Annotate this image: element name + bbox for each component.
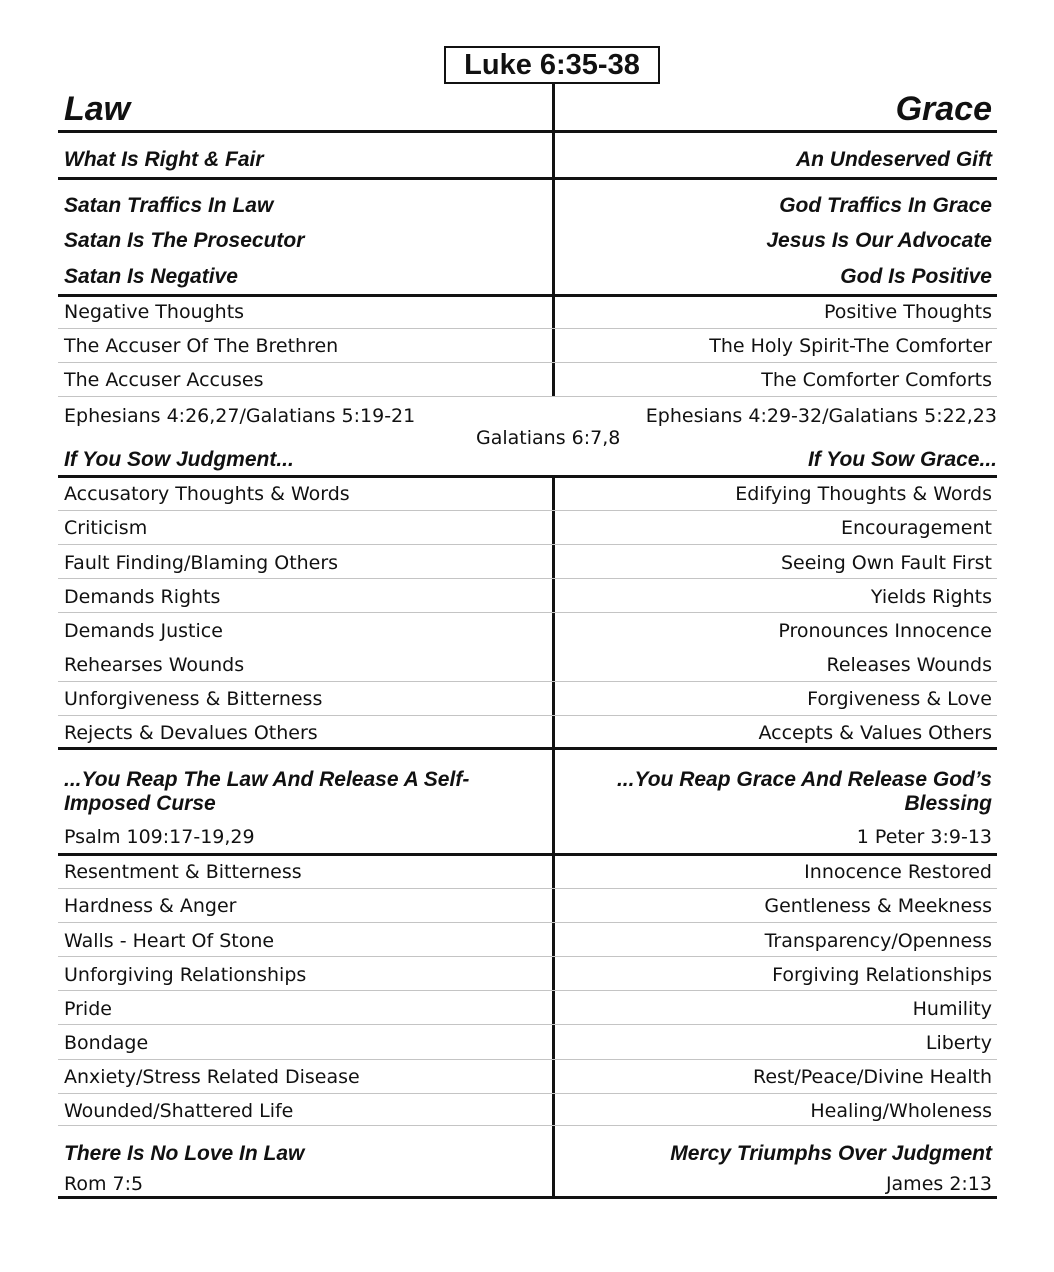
conclusion-ref-left: Rom 7:5 [64,1173,144,1195]
sow-right-2: Seeing Own Fault First [780,552,992,574]
sow-right-4: Pronounces Innocence [778,620,992,642]
conclusion-left: There Is No Love In Law [64,1142,305,1165]
thoughts-right-0: Positive Thoughts [823,301,992,323]
row-divider [58,888,997,889]
sow-left-0: Accusatory Thoughts & Words [64,483,350,505]
divider [58,294,997,297]
divider [58,1196,997,1199]
sow-header-left: If You Sow Judgment... [64,448,294,471]
row-divider [58,922,997,923]
reap-right-6: Rest/Peace/Divine Health [752,1066,992,1088]
divider [58,475,997,478]
traffic-right-1: Jesus Is Our Advocate [766,229,992,252]
reap-ref-left: Psalm 109:17-19,29 [64,826,255,848]
column-divider-middle [552,477,555,854]
traffic-left-0: Satan Traffics In Law [64,194,274,217]
divider [58,747,997,750]
reap-left-7: Wounded/Shattered Life [64,1100,294,1122]
row-divider [58,1059,997,1060]
row-divider [58,510,997,511]
traffic-left-2: Satan Is Negative [64,265,238,288]
row-divider [58,578,997,579]
sow-left-6: Unforgiveness & Bitterness [64,688,323,710]
reference-right: Ephesians 4:29-32/Galatians 5:22,23 [645,405,997,427]
row-divider [58,328,997,329]
row-divider [58,1093,997,1094]
sow-right-3: Yields Rights [870,586,992,608]
reap-right-1: Gentleness & Meekness [764,895,992,917]
thoughts-left-2: The Accuser Accuses [64,369,264,391]
sow-left-2: Fault Finding/Blaming Others [64,552,339,574]
thoughts-left-1: The Accuser Of The Brethren [64,335,339,357]
conclusion-right: Mercy Triumphs Over Judgment [670,1142,992,1165]
reap-right-5: Liberty [925,1032,992,1054]
reap-left-1: Hardness & Anger [64,895,237,917]
traffic-right-2: God Is Positive [840,265,992,288]
reference-left: Ephesians 4:26,27/Galatians 5:19-21 [64,405,416,427]
header-law: Law [64,90,131,128]
reap-header-left: ...You Reap The Law And Release A Self-Imposed Curse [64,768,470,815]
thoughts-right-1: The Holy Spirit-The Comforter [709,335,992,357]
sow-left-1: Criticism [64,517,148,539]
traffic-right-0: God Traffics In Grace [779,194,992,217]
row-divider [58,715,997,716]
divider [58,130,997,133]
reap-left-6: Anxiety/Stress Related Disease [64,1066,360,1088]
row-divider [58,362,997,363]
reap-left-2: Walls - Heart Of Stone [64,930,275,952]
sow-left-3: Demands Rights [64,586,221,608]
header-grace: Grace [895,90,992,128]
column-divider-bottom [552,854,555,1198]
reap-header-right: ...You Reap Grace And Release God’s Blessing [616,768,992,815]
sow-header-right: If You Sow Grace... [807,448,997,471]
reap-left-3: Unforgiving Relationships [64,964,307,986]
reap-ref-right: 1 Peter 3:9-13 [856,826,992,848]
reap-right-0: Innocence Restored [804,861,992,883]
reap-left-5: Bondage [64,1032,149,1054]
row-divider [58,1125,997,1126]
reap-right-3: Forgiving Relationships [772,964,992,986]
sow-right-0: Edifying Thoughts & Words [735,483,992,505]
divider [58,177,997,180]
reap-left-0: Resentment & Bitterness [64,861,302,883]
reap-right-2: Transparency/Openness [764,930,992,952]
sow-right-1: Encouragement [840,517,992,539]
divider [58,853,997,856]
row-divider [58,1024,997,1025]
row-divider [58,544,997,545]
sow-right-6: Forgiveness & Love [807,688,992,710]
definition-right: An Undeserved Gift [795,148,992,171]
reap-right-7: Healing/Wholeness [810,1100,992,1122]
row-divider [58,681,997,682]
thoughts-left-0: Negative Thoughts [64,301,245,323]
row-divider [58,990,997,991]
sow-left-4: Demands Justice [64,620,223,642]
sow-left-7: Rejects & Devalues Others [64,722,318,744]
conclusion-ref-right: James 2:13 [885,1173,992,1195]
reap-left-4: Pride [64,998,112,1020]
definition-left: What Is Right & Fair [64,148,264,171]
page-title: Luke 6:35-38 [444,46,660,84]
reap-right-4: Humility [912,998,992,1020]
row-divider [58,956,997,957]
traffic-left-1: Satan Is The Prosecutor [64,229,305,252]
row-divider [58,396,997,397]
row-divider [58,612,997,613]
reference-center: Galatians 6:7,8 [476,427,621,449]
sow-right-7: Accepts & Values Others [758,722,992,744]
sow-left-5: Rehearses Wounds [64,654,245,676]
thoughts-right-2: The Comforter Comforts [761,369,992,391]
sow-right-5: Releases Wounds [826,654,992,676]
